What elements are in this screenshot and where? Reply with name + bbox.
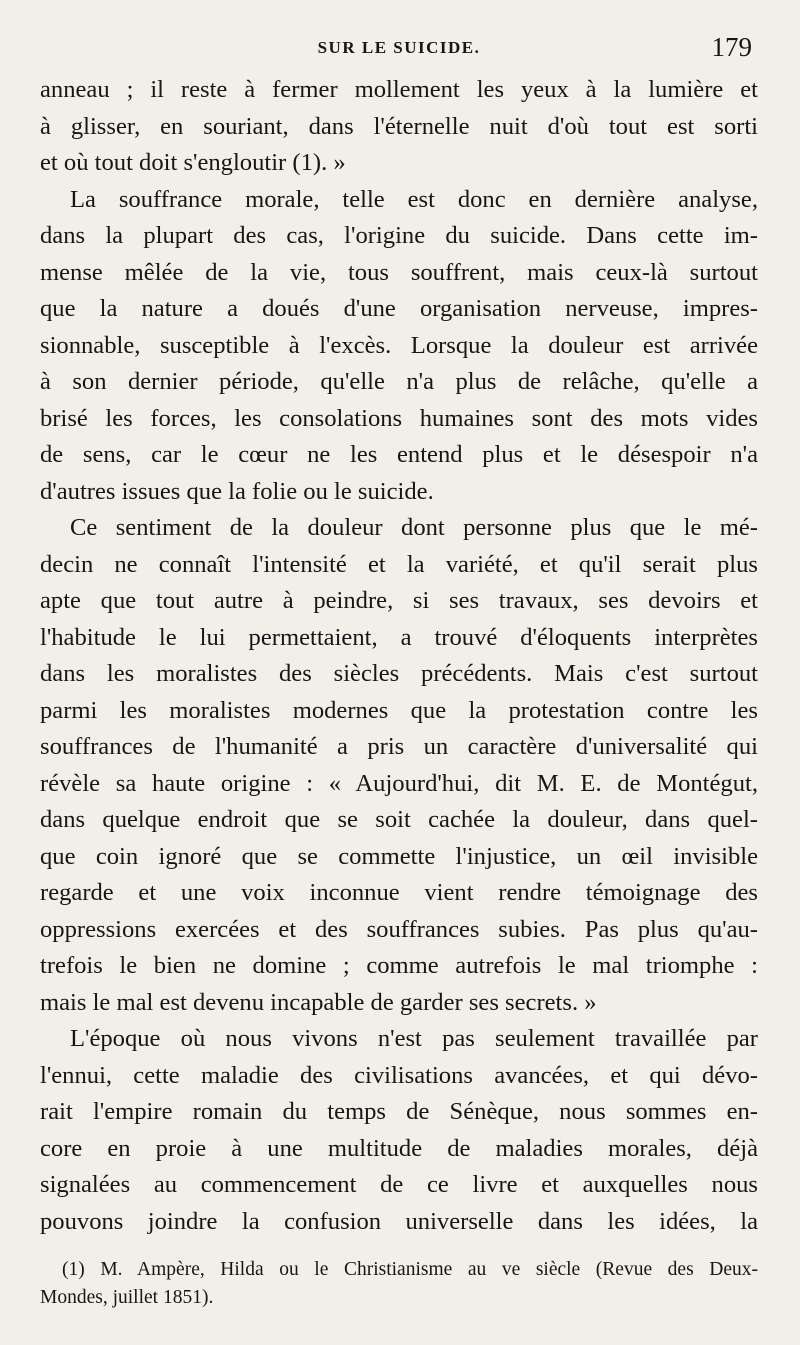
text-line: anneau ; il reste à fermer mollement les yeux à la lumière et: [40, 76, 758, 103]
footnote-line: (1) M. Ampère, Hilda ou le Christianisme au ve siècle (Revue des Deux-: [62, 1259, 758, 1280]
text-line: Ce sentiment de la douleur dont personne plus que le mé-: [70, 514, 758, 541]
text-line: et où tout doit s'engloutir (1). »: [40, 149, 346, 176]
page-header: [40, 28, 758, 72]
text-line: que la nature a doués d'une organisation nerveuse, impres-: [40, 295, 758, 322]
text-line: L'époque où nous vivons n'est pas seulement travaillée par: [70, 1025, 758, 1052]
text-line: brisé les forces, les consolations humaines sont des mots vides: [40, 404, 758, 432]
text-line: parmi les moralistes modernes que la protestation contre les: [40, 696, 758, 724]
paragraph: [40, 72, 758, 182]
text-line: l'habitude le lui permettaient, a trouvé d'éloquents interprètes: [40, 623, 758, 651]
footnote-line: Mondes, juillet 1851).: [40, 1287, 214, 1308]
text-line: pouvons joindre la confusion universelle dans les idées, la: [40, 1207, 758, 1235]
text-line: souffrances de l'humanité a pris un caractère d'universalité qui: [40, 733, 758, 760]
text-line: à son dernier période, qu'elle n'a plus de relâche, qu'elle a: [40, 368, 758, 395]
text-line: dans la plupart des cas, l'origine du suicide. Dans cette im-: [40, 222, 758, 249]
text-line: mense mêlée de la vie, tous souffrent, mais ceux-là surtout: [40, 258, 758, 286]
text-line: que coin ignoré que se commette l'injustice, un œil invisible: [40, 842, 758, 870]
text-line: mais le mal est devenu incapable de garder ses secrets. »: [40, 988, 597, 1016]
text-line: dans quelque endroit que se soit cachée la douleur, dans quel-: [40, 806, 758, 833]
paragraph: [40, 182, 758, 511]
text-line: core en proie à une multitude de maladies morales, déjà: [40, 1134, 758, 1162]
text-line: La souffrance morale, telle est donc en dernière analyse,: [70, 185, 758, 213]
text-line: oppressions exercées et des souffrances subies. Pas plus qu'au-: [40, 915, 758, 943]
text-line: rait l'empire romain du temps de Sénèque, nous sommes en-: [40, 1098, 758, 1125]
text-line: decin ne connaît l'intensité et la variété, et qu'il serait plus: [40, 550, 758, 578]
text-line: dans les moralistes des siècles précédents. Mais c'est surtout: [40, 660, 758, 687]
text-line: à glisser, en souriant, dans l'éternelle nuit d'où tout est sorti: [40, 112, 758, 140]
text-line: de sens, car le cœur ne les entend plus et le désespoir n'a: [40, 441, 758, 468]
paragraph: [40, 510, 758, 1021]
footnote: [40, 1256, 758, 1312]
text-line: l'ennui, cette maladie des civilisations avancées, et qui dévo-: [40, 1061, 758, 1089]
text-line: révèle sa haute origine : « Aujourd'hui, dit M. E. de Montégut,: [40, 769, 758, 797]
text-line: trefois le bien ne domine ; comme autrefois le mal triomphe :: [40, 952, 758, 979]
text-line: apte que tout autre à peindre, si ses travaux, ses devoirs et: [40, 587, 758, 614]
text-line: sionnable, susceptible à l'excès. Lorsque la douleur est arrivée: [40, 331, 758, 359]
body-text: [40, 72, 758, 1240]
paragraph: [40, 1021, 758, 1240]
text-line: regarde et une voix inconnue vient rendre témoignage des: [40, 879, 758, 906]
text-line: d'autres issues que la folie ou le suicide.: [40, 477, 434, 505]
running-head: SUR LE SUICIDE.: [317, 38, 481, 57]
page-number: 179: [711, 32, 752, 62]
text-line: signalées au commencement de ce livre et auxquelles nous: [40, 1171, 758, 1198]
